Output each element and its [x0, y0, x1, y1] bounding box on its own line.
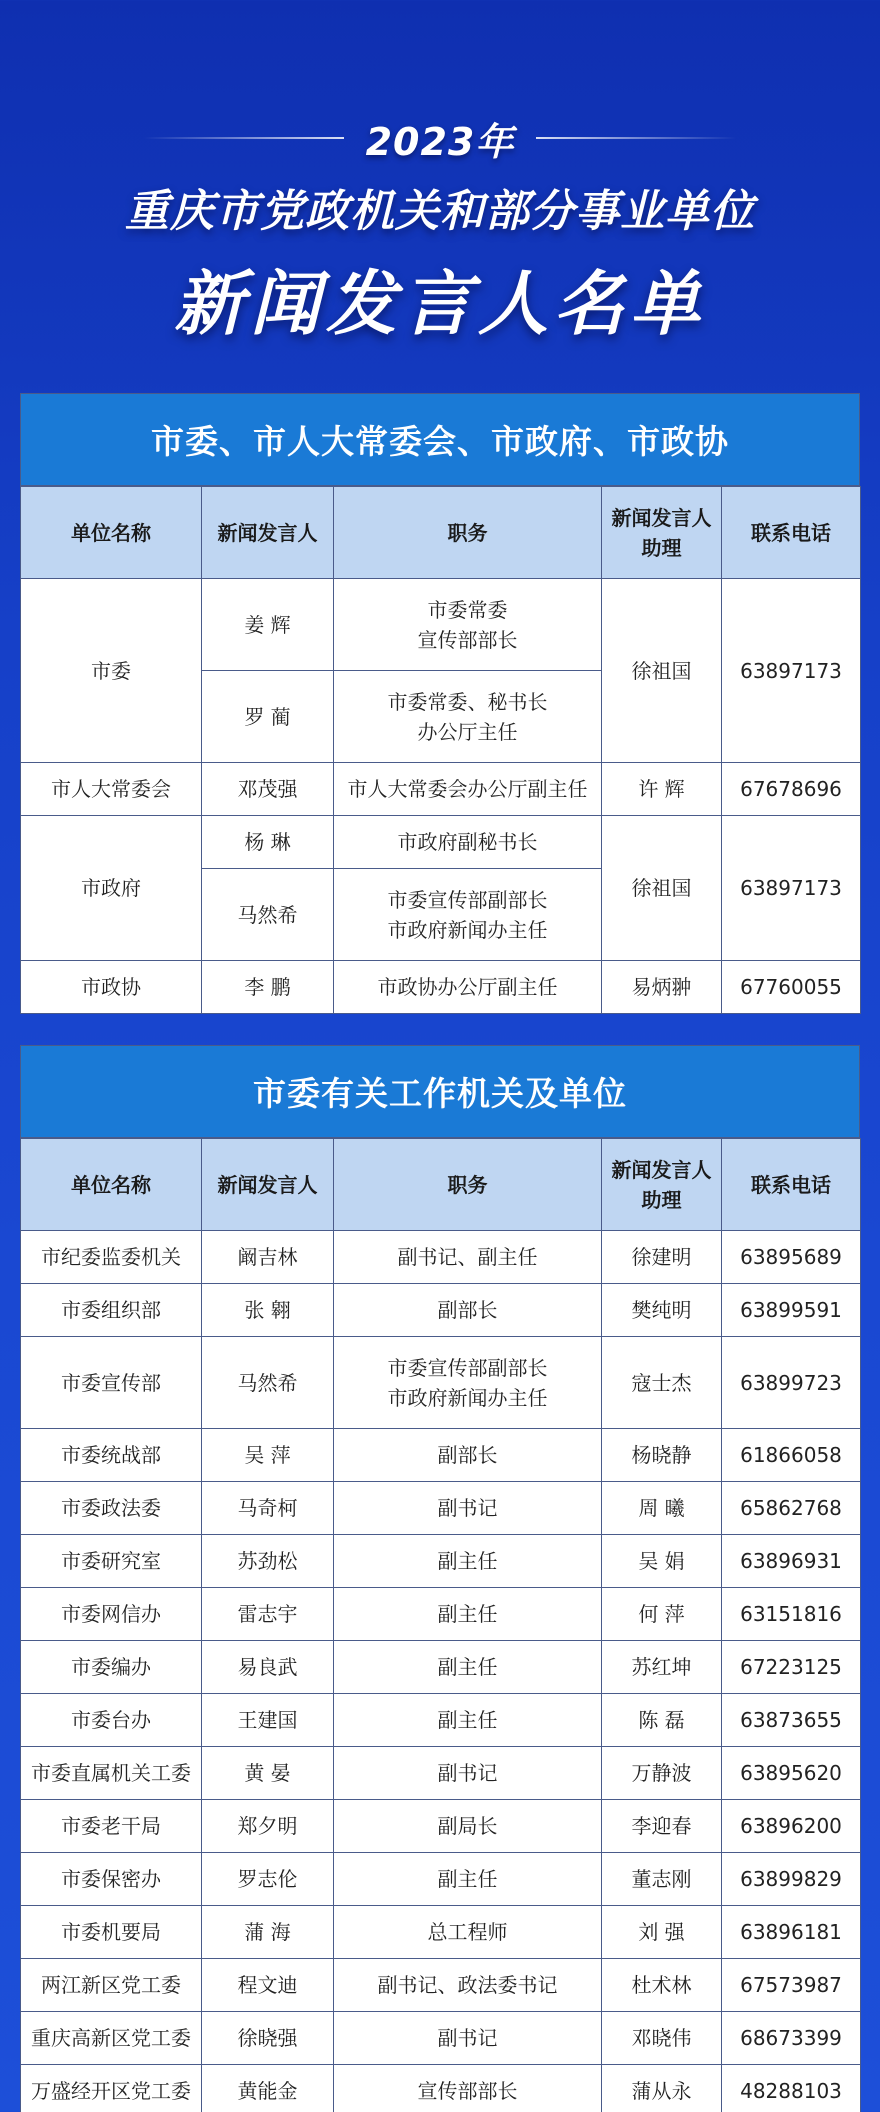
unit-cell: 市委直属机关工委: [21, 1747, 202, 1800]
phone-cell: 68673399: [722, 2012, 861, 2065]
position-cell: 宣传部部长: [334, 2065, 602, 2112]
phone-cell: 67573987: [722, 1959, 861, 2012]
speaker-cell: 邓茂强: [202, 763, 334, 816]
unit-cell: 市政府: [21, 816, 202, 961]
section2-header-row: [21, 1139, 861, 1231]
year-row: [0, 112, 880, 164]
speaker-cell: 徐晓强: [202, 2012, 334, 2065]
speaker-cell: 苏劲松: [202, 1535, 334, 1588]
col-header-position: 职务: [334, 1139, 602, 1231]
assistant-cell: 易炳翀: [602, 961, 722, 1014]
speaker-cell: 黄 晏: [202, 1747, 334, 1800]
assistant-cell: 万静波: [602, 1747, 722, 1800]
speaker-cell: 马奇柯: [202, 1482, 334, 1535]
phone-cell: 67760055: [722, 961, 861, 1014]
table-row: [21, 763, 861, 816]
table-row: [21, 1747, 861, 1800]
speaker-cell: 吴 萍: [202, 1429, 334, 1482]
table-row: [21, 1588, 861, 1641]
position-cell: 市政协办公厅副主任: [334, 961, 602, 1014]
title-line1: 重庆市党政机关和部分事业单位: [125, 186, 755, 237]
unit-cell: 两江新区党工委: [21, 1959, 202, 2012]
section1-table: [20, 486, 861, 1014]
assistant-cell: 徐祖国: [602, 579, 722, 763]
phone-cell: 67223125: [722, 1641, 861, 1694]
col-header-phone: 联系电话: [722, 1139, 861, 1231]
table-row: [21, 1429, 861, 1482]
position-cell: 总工程师: [334, 1906, 602, 1959]
unit-cell: 市委老干局: [21, 1800, 202, 1853]
position-cell: 市委宣传部副部长 市政府新闻办主任: [334, 1337, 602, 1429]
phone-cell: 63896931: [722, 1535, 861, 1588]
section1-title: 市委、市人大常委会、市政府、市政协: [20, 393, 860, 486]
speaker-cell: 张 翱: [202, 1284, 334, 1337]
col-header-unit: 单位名称: [21, 487, 202, 579]
phone-cell: 63899723: [722, 1337, 861, 1429]
phone-cell: 63895620: [722, 1747, 861, 1800]
position-cell: 副部长: [334, 1284, 602, 1337]
section1-header-row: [21, 487, 861, 579]
position-cell: 副书记: [334, 1747, 602, 1800]
unit-cell: 万盛经开区党工委: [21, 2065, 202, 2112]
assistant-cell: 苏红坤: [602, 1641, 722, 1694]
phone-cell: 63895689: [722, 1231, 861, 1284]
position-cell: 副部长: [334, 1429, 602, 1482]
section2-title: 市委有关工作机关及单位: [20, 1045, 860, 1138]
speaker-cell: 蒲 海: [202, 1906, 334, 1959]
unit-cell: 市政协: [21, 961, 202, 1014]
assistant-cell: 蒲从永: [602, 2065, 722, 2112]
phone-cell: 63896181: [722, 1906, 861, 1959]
unit-cell: 重庆高新区党工委: [21, 2012, 202, 2065]
phone-cell: 65862768: [722, 1482, 861, 1535]
position-cell: 副主任: [334, 1853, 602, 1906]
speaker-cell: 杨 琳: [202, 816, 334, 869]
assistant-cell: 周 曦: [602, 1482, 722, 1535]
phone-cell: 48288103: [722, 2065, 861, 2112]
table-row: [21, 1959, 861, 2012]
assistant-cell: 董志刚: [602, 1853, 722, 1906]
position-cell: 副书记、副主任: [334, 1231, 602, 1284]
section2-table: [20, 1138, 861, 2112]
position-cell: 副主任: [334, 1694, 602, 1747]
assistant-cell: 陈 磊: [602, 1694, 722, 1747]
phone-cell: 63899829: [722, 1853, 861, 1906]
assistant-cell: 杨晓静: [602, 1429, 722, 1482]
speaker-cell: 雷志宇: [202, 1588, 334, 1641]
position-cell: 市委宣传部副部长 市政府新闻办主任: [334, 869, 602, 961]
unit-cell: 市委: [21, 579, 202, 763]
unit-cell: 市人大常委会: [21, 763, 202, 816]
unit-cell: 市委组织部: [21, 1284, 202, 1337]
col-header-position: 职务: [334, 487, 602, 579]
speaker-cell: 程文迪: [202, 1959, 334, 2012]
table-row: [21, 961, 861, 1014]
decor-line-right: [536, 137, 736, 139]
table-row: [21, 579, 861, 671]
phone-cell: 61866058: [722, 1429, 861, 1482]
phone-cell: 63897173: [722, 579, 861, 763]
table-row: [21, 1284, 861, 1337]
table-row: [21, 1906, 861, 1959]
col-header-assistant: 新闻发言人 助理: [602, 487, 722, 579]
year-label: 2023年: [365, 119, 515, 164]
assistant-cell: 徐建明: [602, 1231, 722, 1284]
table-row: [21, 1337, 861, 1429]
phone-cell: 63899591: [722, 1284, 861, 1337]
assistant-cell: 寇士杰: [602, 1337, 722, 1429]
phone-cell: 63151816: [722, 1588, 861, 1641]
position-cell: 副书记、政法委书记: [334, 1959, 602, 2012]
table-row: [21, 816, 861, 869]
title-line2: 新闻发言人名单: [174, 263, 706, 345]
speaker-cell: 阚吉林: [202, 1231, 334, 1284]
speaker-cell: 黄能金: [202, 2065, 334, 2112]
phone-cell: 63873655: [722, 1694, 861, 1747]
position-cell: 副主任: [334, 1535, 602, 1588]
speaker-cell: 王建国: [202, 1694, 334, 1747]
table-row: [21, 1800, 861, 1853]
position-cell: 副书记: [334, 1482, 602, 1535]
phone-cell: 63897173: [722, 816, 861, 961]
unit-cell: 市纪委监委机关: [21, 1231, 202, 1284]
col-header-unit: 单位名称: [21, 1139, 202, 1231]
unit-cell: 市委机要局: [21, 1906, 202, 1959]
table-row: [21, 1853, 861, 1906]
assistant-cell: 杜术林: [602, 1959, 722, 2012]
speaker-cell: 马然希: [202, 869, 334, 961]
position-cell: 市委常委、秘书长 办公厅主任: [334, 671, 602, 763]
header-banner: [0, 0, 880, 390]
col-header-phone: 联系电话: [722, 487, 861, 579]
speaker-cell: 姜 辉: [202, 579, 334, 671]
unit-cell: 市委统战部: [21, 1429, 202, 1482]
table-row: [21, 1641, 861, 1694]
col-header-speaker: 新闻发言人: [202, 1139, 334, 1231]
position-cell: 市人大常委会办公厅副主任: [334, 763, 602, 816]
position-cell: 市委常委 宣传部部长: [334, 579, 602, 671]
position-cell: 副主任: [334, 1588, 602, 1641]
speaker-cell: 马然希: [202, 1337, 334, 1429]
table-row: [21, 1231, 861, 1284]
assistant-cell: 何 萍: [602, 1588, 722, 1641]
assistant-cell: 李迎春: [602, 1800, 722, 1853]
unit-cell: 市委政法委: [21, 1482, 202, 1535]
col-header-assistant: 新闻发言人 助理: [602, 1139, 722, 1231]
speaker-cell: 郑夕明: [202, 1800, 334, 1853]
section-leadership: [20, 393, 860, 1014]
unit-cell: 市委编办: [21, 1641, 202, 1694]
assistant-cell: 吴 娟: [602, 1535, 722, 1588]
unit-cell: 市委宣传部: [21, 1337, 202, 1429]
position-cell: 市政府副秘书长: [334, 816, 602, 869]
assistant-cell: 邓晓伟: [602, 2012, 722, 2065]
table-row: [21, 1482, 861, 1535]
table-row: [21, 2012, 861, 2065]
table-row: [21, 2065, 861, 2112]
unit-cell: 市委研究室: [21, 1535, 202, 1588]
unit-cell: 市委网信办: [21, 1588, 202, 1641]
speaker-cell: 李 鹏: [202, 961, 334, 1014]
unit-cell: 市委保密办: [21, 1853, 202, 1906]
speaker-cell: 罗 蔺: [202, 671, 334, 763]
assistant-cell: 许 辉: [602, 763, 722, 816]
table-row: [21, 1535, 861, 1588]
assistant-cell: 徐祖国: [602, 816, 722, 961]
col-header-speaker: 新闻发言人: [202, 487, 334, 579]
position-cell: 副局长: [334, 1800, 602, 1853]
unit-cell: 市委台办: [21, 1694, 202, 1747]
speaker-cell: 罗志伦: [202, 1853, 334, 1906]
table-row: [21, 1694, 861, 1747]
section-party-organs: [20, 1045, 860, 2112]
position-cell: 副书记: [334, 2012, 602, 2065]
assistant-cell: 樊纯明: [602, 1284, 722, 1337]
position-cell: 副主任: [334, 1641, 602, 1694]
phone-cell: 67678696: [722, 763, 861, 816]
decor-line-left: [144, 137, 344, 139]
phone-cell: 63896200: [722, 1800, 861, 1853]
speaker-cell: 易良武: [202, 1641, 334, 1694]
assistant-cell: 刘 强: [602, 1906, 722, 1959]
